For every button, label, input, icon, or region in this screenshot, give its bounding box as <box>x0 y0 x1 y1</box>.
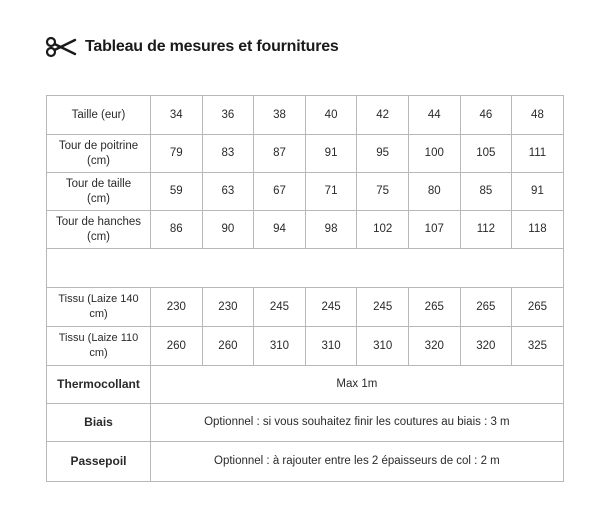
size-cell: 42 <box>357 96 409 135</box>
measurement-cell: 118 <box>512 211 564 249</box>
measurement-label <box>47 135 151 173</box>
measurement-cell: 91 <box>512 173 564 211</box>
measurement-label <box>47 173 151 211</box>
measurement-label-line1: Tour de poitrine <box>58 139 139 152</box>
measurement-row <box>47 211 564 249</box>
fabric-row <box>47 288 564 327</box>
size-cell: 44 <box>408 96 460 135</box>
sizes-row <box>47 96 564 135</box>
measurement-cell: 90 <box>202 211 254 249</box>
measurement-label-line2: (cm) <box>87 230 110 243</box>
measurement-cell: 86 <box>151 211 203 249</box>
fabric-cell: 230 <box>151 288 203 327</box>
supply-value: Max 1m <box>151 366 564 404</box>
measurement-row <box>47 135 564 173</box>
measurement-cell: 79 <box>151 135 203 173</box>
scissors-icon <box>45 36 77 58</box>
supply-value: Optionnel : à rajouter entre les 2 épaisseurs de col : 2 m <box>151 442 564 482</box>
measurement-cell: 111 <box>512 135 564 173</box>
fabric-cell: 265 <box>460 288 512 327</box>
size-cell: 40 <box>305 96 357 135</box>
measurement-cell: 87 <box>254 135 306 173</box>
size-cell: 38 <box>254 96 306 135</box>
measurement-cell: 67 <box>254 173 306 211</box>
measurement-cell: 75 <box>357 173 409 211</box>
title-row <box>45 36 339 58</box>
measurement-label-line1: Tour de hanches <box>55 215 142 228</box>
measurement-cell: 80 <box>408 173 460 211</box>
page-title: Tableau de mesures et fournitures <box>85 38 339 55</box>
measurement-cell: 91 <box>305 135 357 173</box>
fabric-cell: 265 <box>512 288 564 327</box>
fabric-cell: 310 <box>357 327 409 366</box>
measurement-cell: 71 <box>305 173 357 211</box>
measurement-label-line2: (cm) <box>87 192 110 205</box>
fabric-cell: 260 <box>151 327 203 366</box>
measurement-label-line1: Tour de taille <box>65 177 132 190</box>
measurement-label <box>47 211 151 249</box>
fabric-cell: 230 <box>202 288 254 327</box>
fabric-cell: 245 <box>254 288 306 327</box>
supply-value: Optionnel : si vous souhaitez finir les coutures au biais : 3 m <box>151 404 564 442</box>
measurement-cell: 105 <box>460 135 512 173</box>
spacer-row <box>47 249 564 288</box>
size-cell: 36 <box>202 96 254 135</box>
measurement-cell: 83 <box>202 135 254 173</box>
fabric-cell: 320 <box>408 327 460 366</box>
measurement-cell: 85 <box>460 173 512 211</box>
measurement-cell: 112 <box>460 211 512 249</box>
measurement-cell: 98 <box>305 211 357 249</box>
supply-label: Biais <box>47 404 151 442</box>
measurement-cell: 59 <box>151 173 203 211</box>
measurement-cell: 95 <box>357 135 409 173</box>
fabric-row <box>47 327 564 366</box>
supply-row <box>47 366 564 404</box>
supply-row <box>47 442 564 482</box>
fabric-cell: 310 <box>305 327 357 366</box>
spacer-cell <box>47 249 564 288</box>
fabric-cell: 265 <box>408 288 460 327</box>
measurement-cell: 100 <box>408 135 460 173</box>
fabric-label: Tissu (Laize 110 cm) <box>47 327 151 366</box>
fabric-label: Tissu (Laize 140 cm) <box>47 288 151 327</box>
fabric-cell: 310 <box>254 327 306 366</box>
measurement-cell: 94 <box>254 211 306 249</box>
measurement-cell: 102 <box>357 211 409 249</box>
fabric-cell: 325 <box>512 327 564 366</box>
measurement-label-line2: (cm) <box>87 154 110 167</box>
supply-row <box>47 404 564 442</box>
size-cell: 34 <box>151 96 203 135</box>
fabric-cell: 320 <box>460 327 512 366</box>
supply-label: Passepoil <box>47 442 151 482</box>
sizes-label: Taille (eur) <box>47 96 151 135</box>
measurements-table <box>46 95 564 482</box>
size-cell: 46 <box>460 96 512 135</box>
supply-label: Thermocollant <box>47 366 151 404</box>
size-cell: 48 <box>512 96 564 135</box>
measurement-row <box>47 173 564 211</box>
measurement-cell: 107 <box>408 211 460 249</box>
fabric-cell: 245 <box>357 288 409 327</box>
fabric-cell: 245 <box>305 288 357 327</box>
measurement-cell: 63 <box>202 173 254 211</box>
fabric-cell: 260 <box>202 327 254 366</box>
